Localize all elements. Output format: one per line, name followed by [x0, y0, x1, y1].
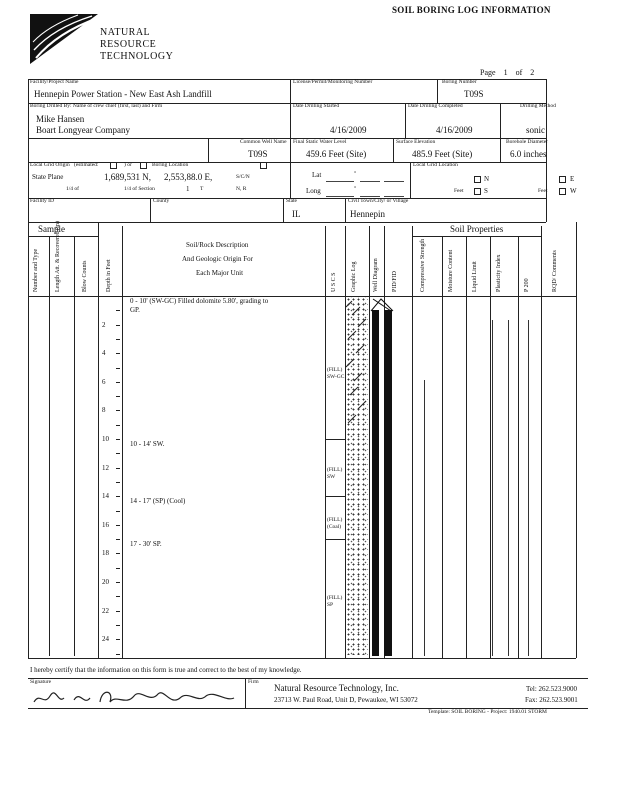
boring-location-checkbox[interactable] — [260, 162, 267, 169]
firm-fax: Fax: 262.523.9001 — [525, 696, 578, 704]
e-checkbox[interactable] — [559, 176, 566, 183]
uscs-header: U S C S — [331, 272, 337, 292]
state-value: IL — [292, 209, 301, 219]
depth-tick — [116, 325, 120, 326]
description-text: 0 - 10' (SW-GC) Filled dolomite 5.80', grading to — [130, 297, 269, 305]
depth-tick — [116, 625, 120, 626]
long-label: Long — [306, 187, 321, 195]
depth-label: 4 — [102, 349, 106, 357]
state-plane-e: 2,553,88.0 E, — [164, 172, 213, 182]
depth-tick — [116, 482, 120, 483]
project-label: Facility/Project Name — [30, 79, 79, 85]
fill-hatch — [346, 297, 368, 437]
liquid-limit-header: Liquid Limit — [472, 261, 478, 292]
state-label: State — [286, 198, 297, 204]
logo-line-1: NATURAL — [100, 27, 151, 38]
w-label: W — [570, 187, 577, 195]
depth-tick — [116, 611, 120, 612]
depth-label: 24 — [102, 635, 109, 643]
uscs-code: SP — [327, 602, 334, 608]
logo-line-2: RESOURCE — [100, 39, 157, 50]
descriptions-layer — [124, 296, 324, 656]
form-title: SOIL BORING LOG INFORMATION — [392, 5, 551, 15]
depth-tick — [116, 654, 120, 655]
description-text: 17 - 30' SP. — [130, 540, 162, 548]
uscs-code: (Coal) — [327, 524, 342, 530]
s-label: S — [484, 187, 488, 195]
soil-properties-label: Soil Properties — [450, 224, 504, 234]
method-value: sonic — [526, 125, 545, 135]
grid-origin-label: Local Grid Origin — [30, 162, 70, 168]
completed-label: Date Drilling Completed — [408, 103, 463, 109]
local-grid-label: Local Grid Location — [413, 162, 458, 168]
e-label: E — [570, 175, 575, 183]
depth-scale — [98, 296, 122, 656]
driller-name: Mike Hansen — [36, 114, 85, 124]
quarter-label: 1/4 of — [66, 186, 79, 192]
firm-tel: Tel: 262.523.9000 — [526, 685, 578, 693]
elev-label: Surface Elevation — [396, 139, 436, 145]
page-total: 2 — [530, 68, 535, 77]
rqd-header: RQD/ Comments — [552, 250, 558, 292]
section-value: 1 — [186, 185, 190, 193]
depth-tick — [116, 310, 120, 311]
or-label: ) or — [124, 162, 132, 168]
length-recovered-header: Length Att. & Recovered (in) — [55, 221, 61, 292]
s-checkbox[interactable] — [474, 188, 481, 195]
section-label: 1/4 of Section — [124, 186, 155, 192]
desc-header-3: Each Major Unit — [196, 269, 244, 277]
depth-label: 2 — [102, 321, 106, 329]
compressive-header: Compressive Strength — [420, 238, 426, 292]
moisture-header: Moisture Content — [448, 249, 454, 292]
well-annulus — [384, 310, 392, 656]
license-label: License/Permit/Monitoring Number — [293, 79, 373, 85]
depth-header: Depth in Feet — [106, 259, 112, 292]
project-value: Hennepin Power Station - New East Ash Landfill — [34, 89, 212, 99]
water-label: Final Static Water Level — [293, 139, 347, 145]
driller-label: Boring Drilled By: Name of crew chief (first, last) and Firm — [30, 103, 163, 109]
r-label: N, R — [236, 186, 247, 192]
w-checkbox[interactable] — [559, 188, 566, 195]
water-value: 459.6 Feet (Site) — [306, 149, 367, 159]
depth-tick — [116, 453, 120, 454]
long-deg: ° — [354, 186, 357, 192]
depth-tick — [116, 496, 120, 497]
desc-header-2: And Geologic Origin For — [182, 255, 253, 263]
p200-header: P 200 — [524, 278, 530, 292]
well-diagram-header: Well Diagram — [373, 258, 379, 292]
well-casing — [372, 310, 379, 656]
completed-value: 4/16/2009 — [436, 125, 473, 135]
depth-tick — [116, 568, 120, 569]
depth-label: 10 — [102, 435, 109, 443]
depth-tick — [116, 525, 120, 526]
uscs-layer — [325, 296, 347, 656]
well-value: T09S — [248, 149, 268, 159]
graphic-log-header: Graphic Log — [351, 261, 357, 292]
description-text: 14 - 17' (SP) (Cool) — [130, 497, 186, 505]
estimated-checkbox[interactable] — [110, 162, 117, 169]
logo-line-3: TECHNOLOGY — [100, 51, 174, 62]
signature-image — [30, 684, 240, 710]
uscs-label: (FILL) — [327, 467, 343, 473]
depth-label: 6 — [102, 378, 106, 386]
feet-label-ew: Feet — [538, 188, 548, 194]
depth-label: 8 — [102, 406, 106, 414]
lat-label: Lat — [312, 171, 322, 179]
logo-mark-icon — [28, 12, 108, 67]
plasticity-header: Plasticity Index — [496, 254, 502, 292]
depth-tick — [116, 396, 120, 397]
boring-label: Boring Number — [442, 79, 477, 85]
number-type-header: Number and Type — [33, 248, 39, 292]
uscs-code: SW-GC — [327, 374, 345, 380]
sample-label: Sample — [38, 224, 65, 234]
t-label: T — [200, 186, 204, 192]
lat-deg: ° — [354, 171, 357, 177]
state-plane-label: State Plane — [32, 173, 64, 181]
n-checkbox[interactable] — [474, 176, 481, 183]
depth-tick — [116, 639, 120, 640]
state-plane-n: 1,689,531 N, — [104, 172, 151, 182]
uscs-label: (FILL) — [327, 595, 343, 601]
well-label: Common Well Name — [240, 139, 287, 145]
firm-name: Natural Resource Technology, Inc. — [274, 683, 399, 693]
boring-value: T09S — [464, 89, 484, 99]
depth-label: 22 — [102, 607, 109, 615]
facility-label: Facility ID — [30, 198, 54, 204]
depth-tick — [116, 553, 120, 554]
description-text-continued: GP. — [130, 306, 140, 314]
depth-tick — [116, 468, 120, 469]
n-label: N — [484, 175, 490, 183]
pid-fid-header: PID/FID — [392, 270, 398, 292]
blow-counts-header: Blow Counts — [82, 260, 88, 292]
depth-tick — [116, 410, 120, 411]
well-top-icon — [369, 297, 395, 313]
uscs-code: SW — [327, 474, 336, 480]
logo — [28, 12, 178, 67]
certify-text: I hereby certify that the information on this form is true and correct to the best of my knowledge. — [30, 666, 302, 674]
feet-label-ns: Feet — [454, 188, 464, 194]
diam-value: 6.0 inches — [510, 149, 547, 159]
firm-address: 23713 W. Paul Road, Unit D, Pewaukee, WI 53072 — [274, 696, 418, 704]
depth-label: 14 — [102, 492, 109, 500]
or-checkbox[interactable] — [140, 162, 147, 169]
boring-location-label: Boring Location — [152, 162, 189, 168]
started-label: Date Drilling Started — [293, 103, 340, 109]
estimated-label: (estimated: — [74, 162, 99, 168]
firm-label: Firm — [248, 679, 259, 685]
city-value: Hennepin — [350, 209, 385, 219]
method-label: Drilling Method — [520, 103, 556, 109]
started-value: 4/16/2009 — [330, 125, 367, 135]
diam-label: Borehole Diameter — [506, 139, 548, 145]
desc-header-1: Soil/Rock Description — [186, 241, 249, 249]
county-label: County — [153, 198, 170, 204]
signature-label: Signature — [30, 679, 52, 685]
depth-label: 20 — [102, 578, 109, 586]
page-number: 1 — [503, 68, 508, 77]
scn-label: S/C/N — [236, 174, 250, 180]
elev-value: 485.9 Feet (Site) — [412, 149, 473, 159]
depth-label: 16 — [102, 521, 109, 529]
page-indicator — [480, 68, 534, 77]
depth-tick — [116, 353, 120, 354]
depth-tick — [116, 582, 120, 583]
uscs-label: (FILL) — [327, 367, 343, 373]
template-note: Template: SOIL BORING - Project: 1940.01 STORM — [428, 709, 547, 715]
depth-tick — [116, 511, 120, 512]
depth-tick — [116, 596, 120, 597]
city-label: Civil Town/City/ or Village — [348, 198, 409, 204]
depth-tick — [116, 539, 120, 540]
depth-tick — [116, 439, 120, 440]
uscs-label: (FILL) — [327, 517, 343, 523]
depth-tick — [116, 425, 120, 426]
driller-firm: Boart Longyear Company — [36, 125, 130, 135]
description-text: 10 - 14' SW. — [130, 440, 165, 448]
page-label: Page — [480, 68, 496, 77]
depth-label: 12 — [102, 464, 109, 472]
depth-tick — [116, 382, 120, 383]
depth-tick — [116, 368, 120, 369]
depth-tick — [116, 339, 120, 340]
depth-label: 18 — [102, 549, 109, 557]
page-of: of — [515, 68, 523, 77]
